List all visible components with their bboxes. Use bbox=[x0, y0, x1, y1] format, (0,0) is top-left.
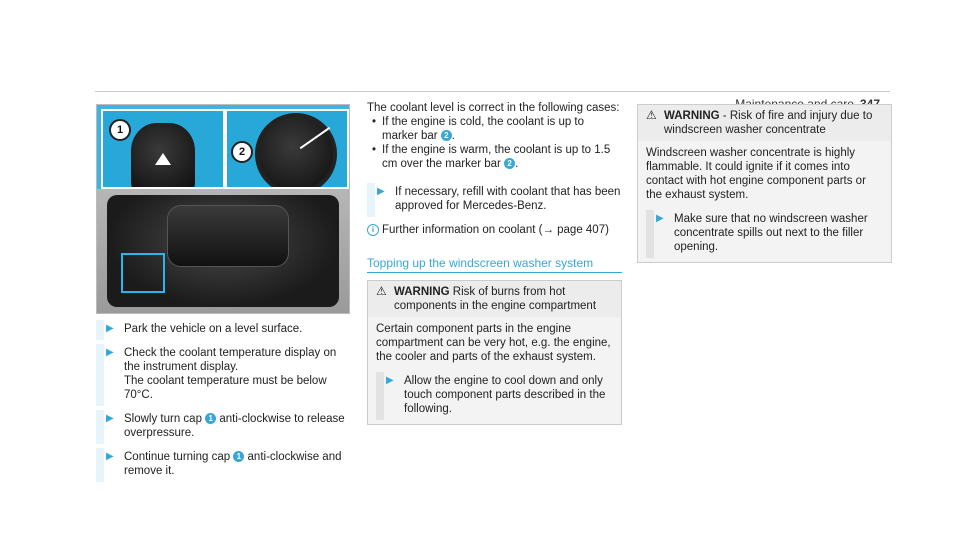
warning-body bbox=[368, 317, 621, 424]
step-arrow-icon: ▶ bbox=[106, 451, 114, 462]
step-text: Make sure that no windscreen washer concentrate spills out next to the filler opening. bbox=[674, 213, 868, 253]
warning-triangle-icon bbox=[155, 153, 171, 165]
marker-bar-inset bbox=[225, 109, 349, 189]
coolant-intro: The coolant level is correct in the following cases: bbox=[367, 102, 620, 114]
marker-2-ref: 2 bbox=[504, 158, 515, 169]
warning-fire-box bbox=[637, 104, 892, 263]
step-text: Check the coolant temperature display on the instrument display. bbox=[124, 347, 337, 373]
coolant-cap-inset bbox=[101, 109, 225, 189]
header-rule bbox=[95, 91, 890, 92]
warning-body bbox=[638, 141, 891, 262]
step-note: The coolant temperature must be below 70°C. bbox=[124, 375, 327, 401]
engine-cover bbox=[167, 205, 289, 267]
warning-header bbox=[368, 281, 621, 317]
step-park bbox=[96, 322, 351, 336]
warning-burns-box bbox=[367, 280, 622, 425]
step-arrow-icon: ▶ bbox=[106, 323, 114, 334]
marker-1: 1 bbox=[109, 119, 131, 141]
info-icon: i bbox=[367, 224, 379, 236]
step-text: anti-clockwise and remove it. bbox=[124, 451, 342, 477]
coolant-steps bbox=[96, 322, 351, 488]
info-note bbox=[367, 223, 622, 237]
warning-triangle-icon: ⚠ bbox=[646, 108, 657, 122]
warning-text: Certain component parts in the engine compartment can be very hot, e.g. the engine, the cooler and parts of the exhaust system. bbox=[376, 323, 611, 363]
step-arrow-icon: ▶ bbox=[106, 413, 114, 424]
step-text: Continue turning cap bbox=[124, 451, 234, 463]
warning-header bbox=[638, 105, 891, 141]
step-arrow-icon: ▶ bbox=[656, 213, 664, 224]
step-text: Allow the engine to cool down and only touch component parts described in the following. bbox=[404, 375, 606, 415]
step-arrow-icon: ▶ bbox=[386, 375, 394, 386]
bullet-text: . bbox=[515, 158, 519, 170]
marker-2: 2 bbox=[231, 141, 253, 163]
marker-1-ref: 1 bbox=[205, 413, 216, 424]
bullet-text: If the engine is cold, the coolant is up to marker bar bbox=[382, 116, 585, 142]
step-text: Slowly turn cap bbox=[124, 413, 206, 425]
step-remove-cap bbox=[96, 450, 351, 478]
engine-compartment-figure bbox=[96, 104, 350, 314]
warning-triangle-icon: ⚠ bbox=[376, 284, 387, 298]
step-refill bbox=[367, 185, 622, 213]
filler-neck bbox=[255, 113, 337, 189]
step-arrow-icon: ▶ bbox=[377, 186, 385, 197]
step-text: Park the vehicle on a level surface. bbox=[124, 323, 303, 335]
coolant-reservoir-highlight bbox=[121, 253, 165, 293]
info-link[interactable]: Further information on coolant (→ page 407) bbox=[382, 224, 609, 236]
bullet-cold bbox=[367, 115, 622, 143]
bullet-warm bbox=[367, 143, 622, 171]
warning-step bbox=[646, 212, 883, 254]
warning-title: - Risk of fire and injury due to windscreen washer concentrate bbox=[664, 110, 873, 136]
warning-text: Windscreen washer concentrate is highly flammable. It could ignite if it comes into contact with hot engine component parts or the exhaust system. bbox=[646, 147, 866, 201]
coolant-level-info bbox=[367, 101, 622, 237]
step-arrow-icon: ▶ bbox=[106, 347, 114, 358]
step-text: If necessary, refill with coolant that has been approved for Mercedes-Benz. bbox=[395, 186, 621, 212]
marker-1-ref: 1 bbox=[233, 451, 244, 462]
step-check-temp bbox=[96, 346, 351, 402]
step-text: anti-clockwise to release overpressure. bbox=[124, 413, 345, 439]
warning-title: Risk of burns from hot components in the engine compartment bbox=[394, 286, 597, 312]
warning-label: WARNING bbox=[394, 286, 450, 298]
step-turn-cap bbox=[96, 412, 351, 440]
warning-step bbox=[376, 374, 613, 416]
marker-2-ref: 2 bbox=[441, 130, 452, 141]
section-heading: Topping up the windscreen washer system bbox=[367, 256, 622, 273]
bullet-text: . bbox=[451, 130, 455, 142]
bullet-text: If the engine is warm, the coolant is up to 1.5 cm over the marker bar bbox=[382, 144, 611, 170]
warning-label: WARNING bbox=[664, 110, 720, 122]
